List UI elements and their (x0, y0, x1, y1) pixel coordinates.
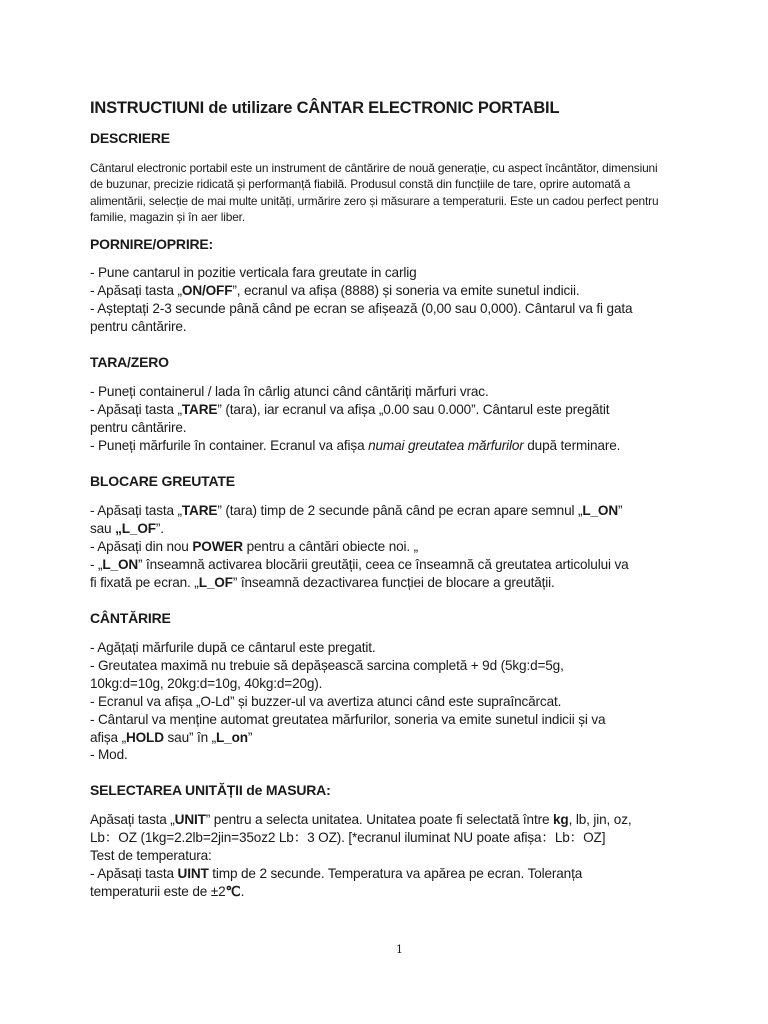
display-code-l-of: L_OF (198, 574, 233, 590)
text: Apăsați tasta „ (90, 812, 175, 827)
celsius-symbol: ℃ (225, 883, 241, 899)
text: fi fixată pe ecran. „ (90, 574, 199, 590)
instruction-line: - Puneți containerul / lada în cârlig atunci când cântăriți mărfuri vrac. (90, 384, 489, 399)
section-heading-tara-zero: TARA/ZERO (90, 354, 169, 370)
paragraph-line: alimentării, selecție de mai multe unități, urmărire zero și măsurare a temperaturii. Este un cadou perfect pentru (90, 193, 659, 208)
text: după terminare. (523, 437, 621, 453)
display-code-l-on: L_ON (582, 503, 619, 518)
text: - Apăsați din nou (90, 538, 193, 554)
instruction-line: - Așteptați 2-3 secunde până când pe ecran se afișează (0,00 sau 0,000). Cântarul va fi gata (90, 300, 633, 316)
instruction-line (90, 729, 722, 747)
instruction-line: - Cântarul va menține automat greutatea mărfurilor, soneria va emite sunetul indicii și va (90, 711, 606, 727)
instruction-line (90, 437, 722, 455)
paragraph-line: de buzunar, precizie ridicată și performanță fiabilă. Produsul constă din funcțiile de tare, oprire automată a (90, 177, 631, 192)
key-label-uint: UINT (177, 865, 209, 881)
display-code-l-on: L_ON (102, 556, 139, 572)
instruction-line: - Ecranul va afișa „O-Ld” și buzzer-ul va avertiza atunci când este supraîncărcat. (90, 693, 562, 709)
text: ” înseamnă activarea blocării greutății, ceea ce înseamnă că greutatea articolului va (138, 556, 629, 572)
text: . (240, 883, 245, 899)
key-label-power: POWER (192, 538, 243, 554)
key-label-tare: TARE (181, 503, 218, 518)
instruction-line (90, 556, 722, 574)
section-heading-pornire-oprire: PORNIRE/OPRIRE: (90, 236, 214, 252)
text: - Apăsați tasta „ (90, 503, 182, 518)
text: sau (90, 520, 116, 536)
paragraph-line: Cântarul electronic portabil este un instrument de cântărire de nouă generație, cu aspect încântător, dimensiuni (90, 161, 658, 175)
display-code-l-on: L_on (216, 729, 248, 745)
text: , lb, jin, oz, (568, 812, 632, 827)
instruction-line: - Greutatea maximă nu trebuie să depășească sarcina completă + 9d (5kg:d=5g, (90, 657, 564, 673)
instruction-line (90, 883, 722, 901)
instruction-line (90, 574, 722, 592)
key-label-tare: TARE (181, 401, 218, 417)
instruction-line: Lb：OZ (1kg=2.2lb=2jin=35oz2 Lb：3 OZ). [*ecranul iluminat NU poate afișa：Lb：OZ] (90, 829, 606, 845)
text: afișa „ (90, 729, 126, 745)
display-code-l-of: „L_OF (115, 520, 156, 536)
text: ” pentru a selecta unitatea. Unitatea poate fi selectată între (205, 812, 554, 827)
text: ” înseamnă dezactivarea funcției de blocare a greutății. (232, 574, 555, 590)
text: ” (tara), iar ecranul va afișa „0.00 sau 0.000”. Cântarul este pregătit (217, 401, 610, 417)
text: ” (618, 503, 623, 518)
key-label-unit: UNIT (174, 812, 206, 827)
pornire-oprire-body (90, 264, 722, 336)
blocare-greutate-body (90, 502, 722, 592)
key-label-on-off: ON/OFF (181, 282, 233, 298)
text: - Puneți mărfurile în container. Ecranul va afișa (90, 437, 369, 453)
text: ”, ecranul va afișa (8888) și soneria va emite sunetul indicii. (232, 282, 580, 298)
display-code-hold: HOLD (125, 729, 164, 745)
instruction-line: 10kg:d=10g, 20kg:d=10g, 40kg:d=20g). (90, 675, 323, 691)
descriere-paragraph (90, 160, 722, 226)
text: ” (247, 729, 253, 745)
instruction-line: - Agățați mărfurile după ce cântarul este pregatit. (90, 640, 376, 655)
instruction-line: Test de temperatura: (90, 847, 212, 863)
text: - „ (90, 556, 103, 572)
text: - Apăsați tasta (90, 865, 178, 881)
paragraph-line: familie, magazin și în aer liber. (90, 210, 245, 225)
emphasis-text: numai greutatea mărfurilor (368, 437, 524, 453)
text: ”. (155, 520, 164, 536)
text: ” (tara) timp de 2 secunde până când pe ecran apare semnul „ (217, 503, 583, 518)
page-number: 1 (396, 943, 403, 956)
instruction-line: pentru cântărire. (90, 419, 187, 435)
text: - Apăsați tasta „ (90, 282, 182, 298)
section-heading-cantarire: CÂNTĂRIRE (90, 610, 171, 626)
text: sau” în „ (163, 729, 217, 745)
instruction-line (90, 282, 722, 300)
instruction-line (90, 401, 722, 419)
text: timp de 2 secunde. Temperatura va apărea pe ecran. Toleranța (208, 865, 583, 881)
instruction-line: - Mod. (90, 747, 128, 763)
instruction-line: pentru cântărire. (90, 318, 187, 334)
text: - Apăsați tasta „ (90, 401, 182, 417)
instruction-line (90, 865, 722, 883)
document-title: INSTRUCTIUNI de utilizare CÂNTAR ELECTRONIC PORTABIL (90, 99, 560, 117)
tara-zero-body (90, 383, 722, 455)
cantarire-body (90, 639, 722, 764)
instruction-line: - Pune cantarul in pozitie verticala fara greutate in carlig (90, 265, 417, 280)
selectarea-unitatii-body (90, 811, 722, 901)
text: temperaturii este de ±2 (90, 883, 226, 899)
section-heading-blocare-greutate: BLOCARE GREUTATE (90, 473, 235, 489)
instruction-line (90, 538, 722, 556)
instruction-line (90, 502, 722, 520)
text: pentru a cântări obiecte noi. „ (242, 538, 419, 554)
unit-kg: kg (553, 812, 569, 827)
instruction-line (90, 811, 722, 829)
instruction-line (90, 520, 722, 538)
section-heading-selectarea-unitatii: SELECTAREA UNITĂȚII de MASURA: (90, 782, 331, 798)
section-heading-descriere: DESCRIERE (90, 130, 170, 146)
